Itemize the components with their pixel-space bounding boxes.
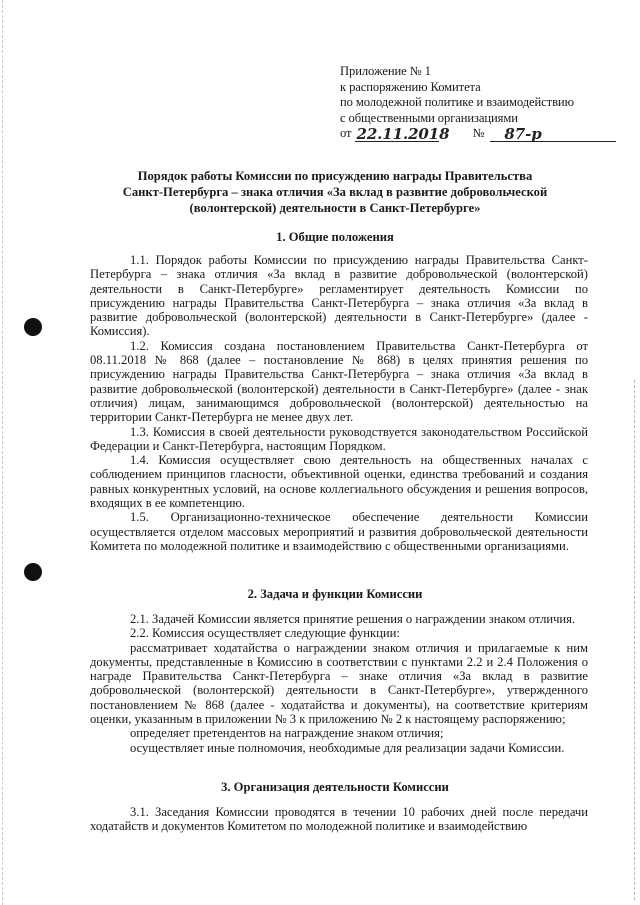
appendix-line: Приложение № 1 [340, 64, 431, 78]
right-scan-edge [634, 380, 636, 900]
left-scan-edge [2, 0, 4, 905]
function-item: определяет претендентов на награждение знаком отличия; [130, 726, 444, 741]
appendix-line: по молодежной политике и взаимодействию [340, 95, 574, 110]
appendix-header [340, 64, 620, 142]
punch-hole-top [24, 318, 42, 336]
title-line: Порядок работы Комиссии по присуждению награды Правительства [137, 169, 533, 183]
paragraph-1-5: 1.5. Организационно-техническое обеспечение деятельности Комиссии осуществляется отделом массовых мероприятий и развития добровольческой деятельности Комитета по молодежной политике и взаимодействию с общественными организациями. [90, 510, 588, 553]
title-line: (волонтерской) деятельности в Санкт-Петербурге» [189, 201, 481, 215]
number-sign: № [472, 126, 485, 141]
section-functions-body [90, 612, 588, 755]
handwritten-order-date: 22.11.2018 [356, 124, 450, 143]
title-line: Санкт-Петербурга – знака отличия «За вклад в развитие добровольческой [122, 185, 548, 199]
paragraph-1-4: 1.4. Комиссия осуществляет свою деятельность на общественных началах с соблюдением принципов гласности, объективной оценки, единства требований и создания равных конкурентных условий, на основе коллегиального обсуждения и решения вопросов, входящих в ее компетенцию. [90, 453, 588, 511]
section-general-body [90, 253, 588, 553]
function-item: рассматривает ходатайства о награждении знаком отличия и прилагаемые к ним документы, представленные в Комиссию в соответствии с пунктами 2.2 и 2.4 Положения о награде Правительства Санкт-Петербурга – знаке отличия «За вклад в развитие добровольческой (волонтерской) деятельности в Санкт-Петербурге», утвержденного постановлением № 868 (далее - ходатайства и документы), на соответствие критериям оценки, указанным в приложении № 3 к приложению № 2 к настоящему распоряжению; [90, 640, 588, 727]
section-title-organization: 3. Организация деятельности Комиссии [221, 780, 449, 794]
punch-hole-bottom [24, 563, 42, 581]
paragraph-1-3: 1.3. Комиссия в своей деятельности руководствуется законодательством Российской Федерации и Санкт-Петербурга, настоящим Порядком. [90, 424, 588, 453]
paragraph-1-1: 1.1. Порядок работы Комиссии по присуждению награды Правительства Санкт-Петербурга – знака отличия «За вклад в развитие добровольческой (волонтерской) деятельности в Санкт-Петербурге» регламентирует деятельность Комиссии по присуждению награды Правительства Санкт-Петербурга – знака отличия «За вклад в развитие добровольческой (волонтерской) деятельности в Санкт-Петербурге» (далее - Комиссия). [90, 253, 588, 339]
paragraph-1-2: 1.2. Комиссия создана постановлением Правительства Санкт-Петербурга от 08.11.2018 № 868 (далее – постановление № 868) в целях принятия решения по присуждению награды Правительства Санкт-Петербурга – знака отличия «За вклад в развитие добровольческой (волонтерской) деятельности в Санкт-Петербурге» (далее - знак отличия) лицам, занимающимся добровольческой (волонтерской) деятельностью на территории Санкт-Петербурга не менее двух лет. [90, 338, 588, 425]
section-organization-body [90, 805, 588, 834]
order-reference [340, 126, 620, 142]
section-title-functions: 2. Задача и функции Комиссии [247, 587, 423, 601]
function-item: осуществляет иные полномочия, необходимые для реализации задачи Комиссии. [130, 740, 565, 755]
order-prefix: от [340, 126, 352, 141]
appendix-line: к распоряжению Комитета [340, 79, 481, 94]
handwritten-order-number: 87-р [490, 127, 616, 142]
document-title [90, 168, 580, 216]
paragraph-2-1: 2.1. Задачей Комиссии является принятие решения о награждении знаком отличия. [130, 612, 576, 626]
appendix-line: с общественными организациями [340, 110, 518, 125]
paragraph-2-2: 2.2. Комиссия осуществляет следующие функции: [130, 626, 400, 641]
section-title-general: 1. Общие положения [276, 230, 394, 244]
paragraph-3-1: 3.1. Заседания Комиссии проводятся в течении 10 рабочих дней после передачи ходатайств и документов Комитетом по молодежной политике и взаимодействию [90, 805, 588, 834]
